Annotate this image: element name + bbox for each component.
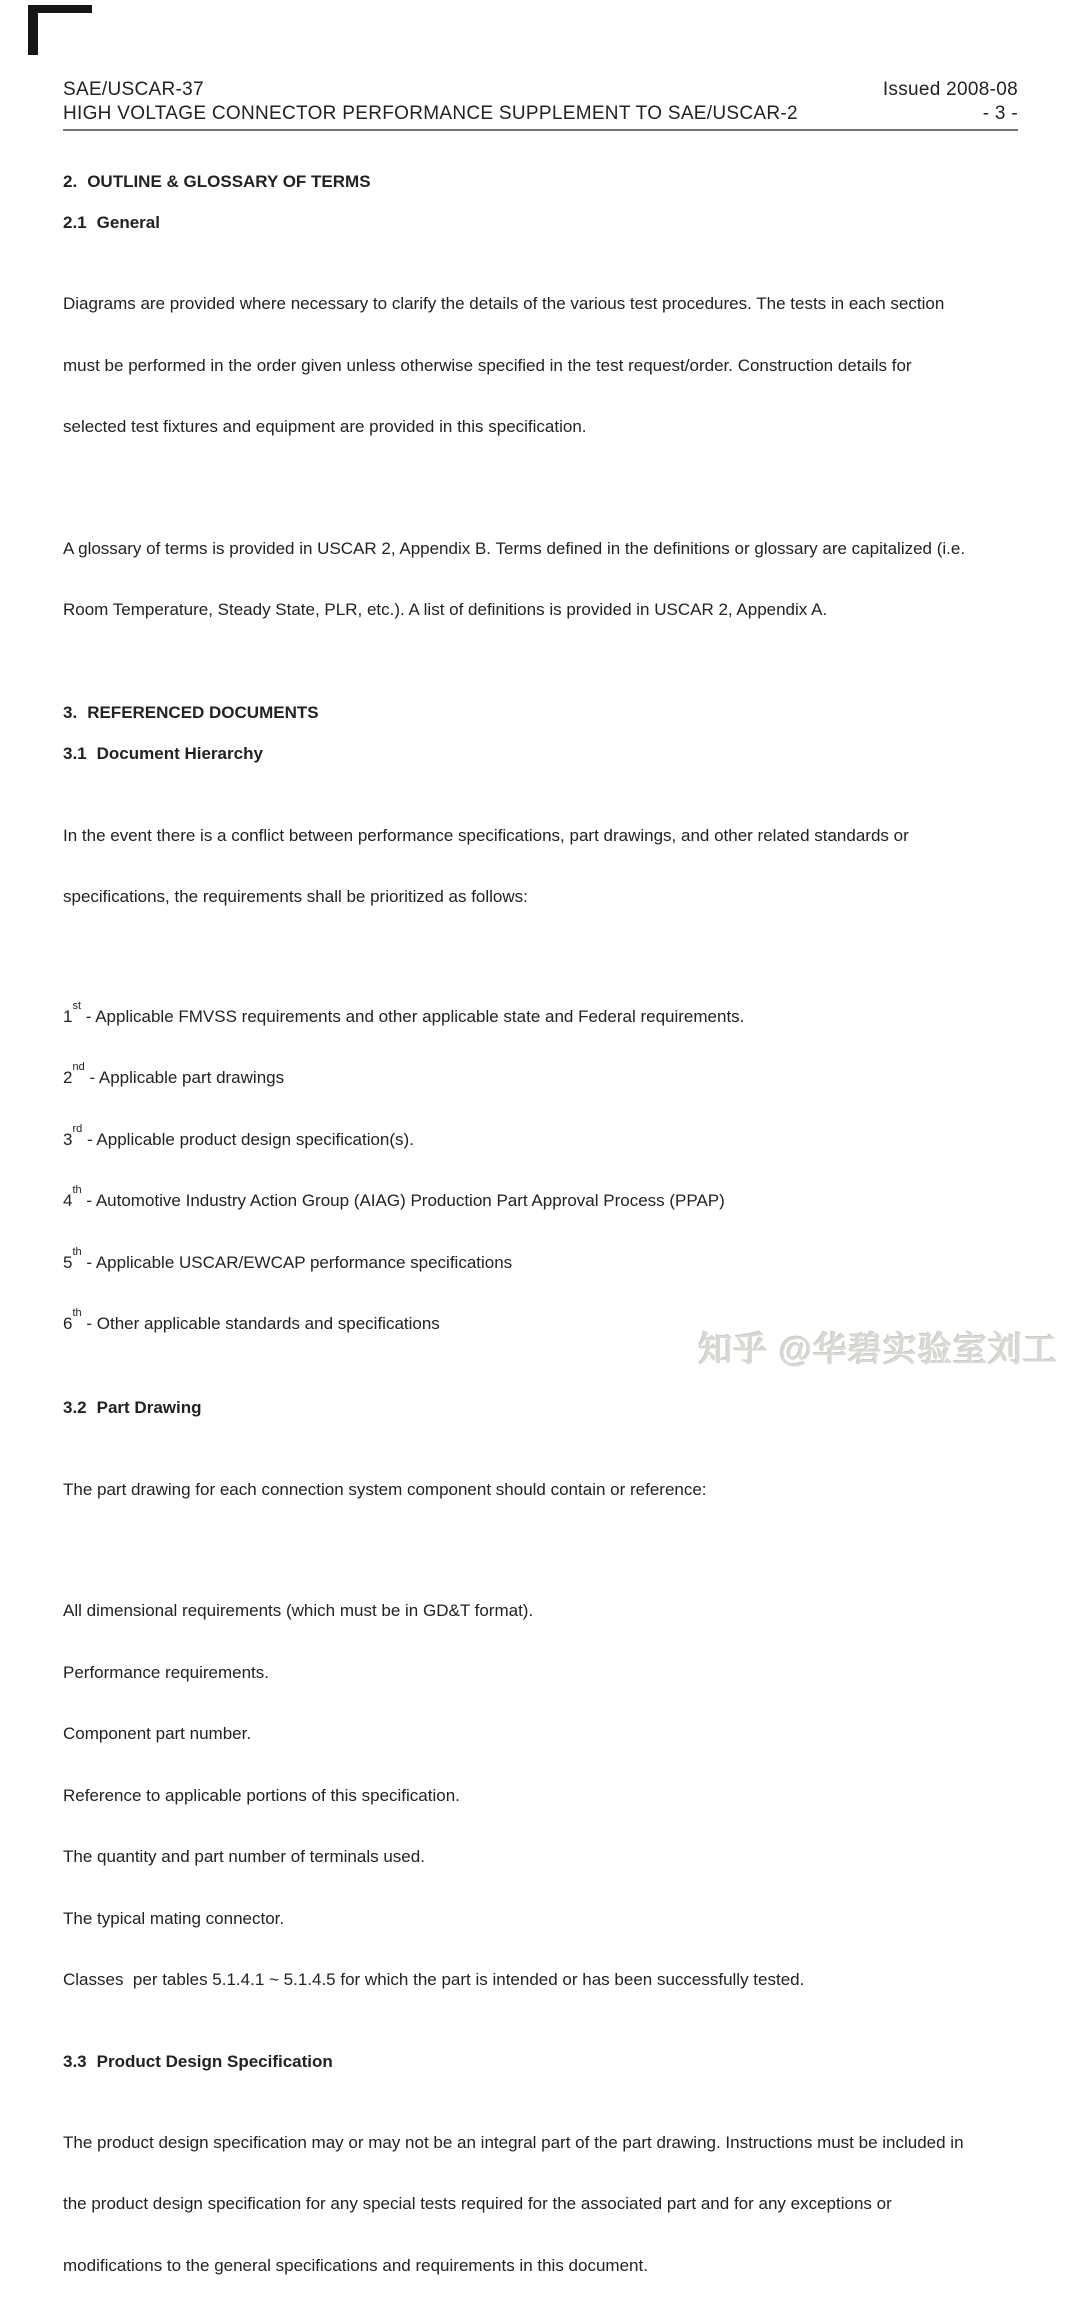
hierarchy-item-3	[63, 1130, 1018, 1151]
section-title: REFERENCED DOCUMENTS	[87, 703, 318, 723]
hierarchy-item-text: - Automotive Industry Action Group (AIAG) Production Part Approval Process (PPAP)	[82, 1191, 725, 1210]
text-line: A glossary of terms is provided in USCAR 2, Appendix B. Terms defined in the definitions or glossary are capitalized (i.e.	[63, 539, 1018, 560]
text-line: Room Temperature, Steady State, PLR, etc.). A list of definitions is provided in USCAR 2, Appendix A.	[63, 600, 1018, 621]
paragraph-part-drawing-intro	[63, 1439, 1018, 1542]
scan-corner-artifact-vertical	[28, 5, 38, 55]
hierarchy-list	[63, 966, 1018, 1376]
hierarchy-item-text: - Applicable USCAR/EWCAP performance specifications	[82, 1253, 513, 1272]
text-line: modifications to the general specifications and requirements in this document.	[63, 2256, 1018, 2277]
ordinal-number: 1	[63, 1007, 72, 1026]
section-title: Product Design Specification	[97, 2052, 333, 2072]
hierarchy-item-4	[63, 1191, 1018, 1212]
page-header	[63, 78, 1018, 131]
text-line: Diagrams are provided where necessary to clarify the details of the various test procedures. The tests in each section	[63, 294, 1018, 315]
part-drawing-item: The quantity and part number of terminals used.	[63, 1847, 1018, 1868]
section-title: Document Hierarchy	[97, 744, 263, 764]
hierarchy-item-text: - Applicable FMVSS requirements and other applicable state and Federal requirements.	[81, 1007, 744, 1026]
zhihu-watermark: 知乎 @华碧实验室刘工	[698, 1330, 1058, 1370]
header-row-2	[63, 102, 1018, 126]
section-number: 2.	[63, 172, 77, 192]
paragraph-general-1	[63, 253, 1018, 479]
text-line: In the event there is a conflict between performance specifications, part drawings, and other related standards or	[63, 826, 1018, 847]
part-drawing-item: All dimensional requirements (which must be in GD&T format).	[63, 1601, 1018, 1622]
part-drawing-item: The typical mating connector.	[63, 1909, 1018, 1930]
part-drawing-item: Reference to applicable portions of this specification.	[63, 1786, 1018, 1807]
hierarchy-item-text: - Applicable part drawings	[85, 1068, 284, 1087]
part-drawing-item: Component part number.	[63, 1724, 1018, 1745]
section-number: 3.2	[63, 1398, 87, 1418]
ordinal-suffix: st	[72, 1000, 81, 1012]
section-number: 3.3	[63, 2052, 87, 2072]
text-line: must be performed in the order given unless otherwise specified in the test request/order. Construction details for	[63, 356, 1018, 377]
header-rule	[63, 129, 1018, 131]
header-row-1	[63, 78, 1018, 102]
issued-date: Issued 2008-08	[883, 78, 1018, 102]
paragraph-general-2	[63, 498, 1018, 662]
section-title: Part Drawing	[97, 1398, 202, 1418]
text-line: specifications, the requirements shall be prioritized as follows:	[63, 887, 1018, 908]
text-line: the product design specification for any special tests required for the associated part and for any exceptions or	[63, 2194, 1018, 2215]
hierarchy-item-2	[63, 1068, 1018, 1089]
ordinal-number: 5	[63, 1253, 72, 1272]
part-drawing-list	[63, 1560, 1018, 2032]
paragraph-hierarchy-intro	[63, 785, 1018, 949]
doc-number: SAE/USCAR-37	[63, 78, 204, 102]
text-line: The product design specification may or may not be an integral part of the part drawing. Instructions must be included in	[63, 2133, 1018, 2154]
ordinal-suffix: nd	[72, 1061, 84, 1073]
hierarchy-item-1	[63, 1007, 1018, 1028]
section-heading-3-2	[63, 1398, 1018, 1418]
section-number: 3.	[63, 703, 77, 723]
ordinal-suffix: th	[72, 1307, 81, 1319]
section-title: OUTLINE & GLOSSARY OF TERMS	[87, 172, 370, 192]
ordinal-number: 4	[63, 1191, 72, 1210]
hierarchy-item-text: - Other applicable standards and specifications	[82, 1314, 440, 1333]
ordinal-suffix: th	[72, 1184, 81, 1196]
text-line: selected test fixtures and equipment are provided in this specification.	[63, 417, 1018, 438]
ordinal-suffix: th	[72, 1246, 81, 1258]
ordinal-number: 3	[63, 1130, 72, 1149]
page-number: - 3 -	[983, 102, 1018, 126]
section-title: General	[97, 213, 160, 233]
section-heading-3	[63, 703, 1018, 723]
section-heading-3-3	[63, 2052, 1018, 2072]
doc-title: HIGH VOLTAGE CONNECTOR PERFORMANCE SUPPLEMENT TO SAE/USCAR-2	[63, 102, 798, 126]
ordinal-number: 6	[63, 1314, 72, 1333]
section-heading-2-1	[63, 213, 1018, 233]
paragraph-product-design	[63, 2092, 1018, 2317]
text-line: The part drawing for each connection system component should contain or reference:	[63, 1480, 1018, 1501]
ordinal-number: 2	[63, 1068, 72, 1087]
section-heading-2	[63, 172, 1018, 192]
hierarchy-item-text: - Applicable product design specification(s).	[82, 1130, 414, 1149]
section-heading-3-1	[63, 744, 1018, 764]
section-number: 3.1	[63, 744, 87, 764]
hierarchy-item-5	[63, 1253, 1018, 1274]
ordinal-suffix: rd	[72, 1123, 82, 1135]
part-drawing-item: Classes per tables 5.1.4.1 ~ 5.1.4.5 for which the part is intended or has been successfully tested.	[63, 1970, 1018, 1991]
section-number: 2.1	[63, 213, 87, 233]
part-drawing-item: Performance requirements.	[63, 1663, 1018, 1684]
